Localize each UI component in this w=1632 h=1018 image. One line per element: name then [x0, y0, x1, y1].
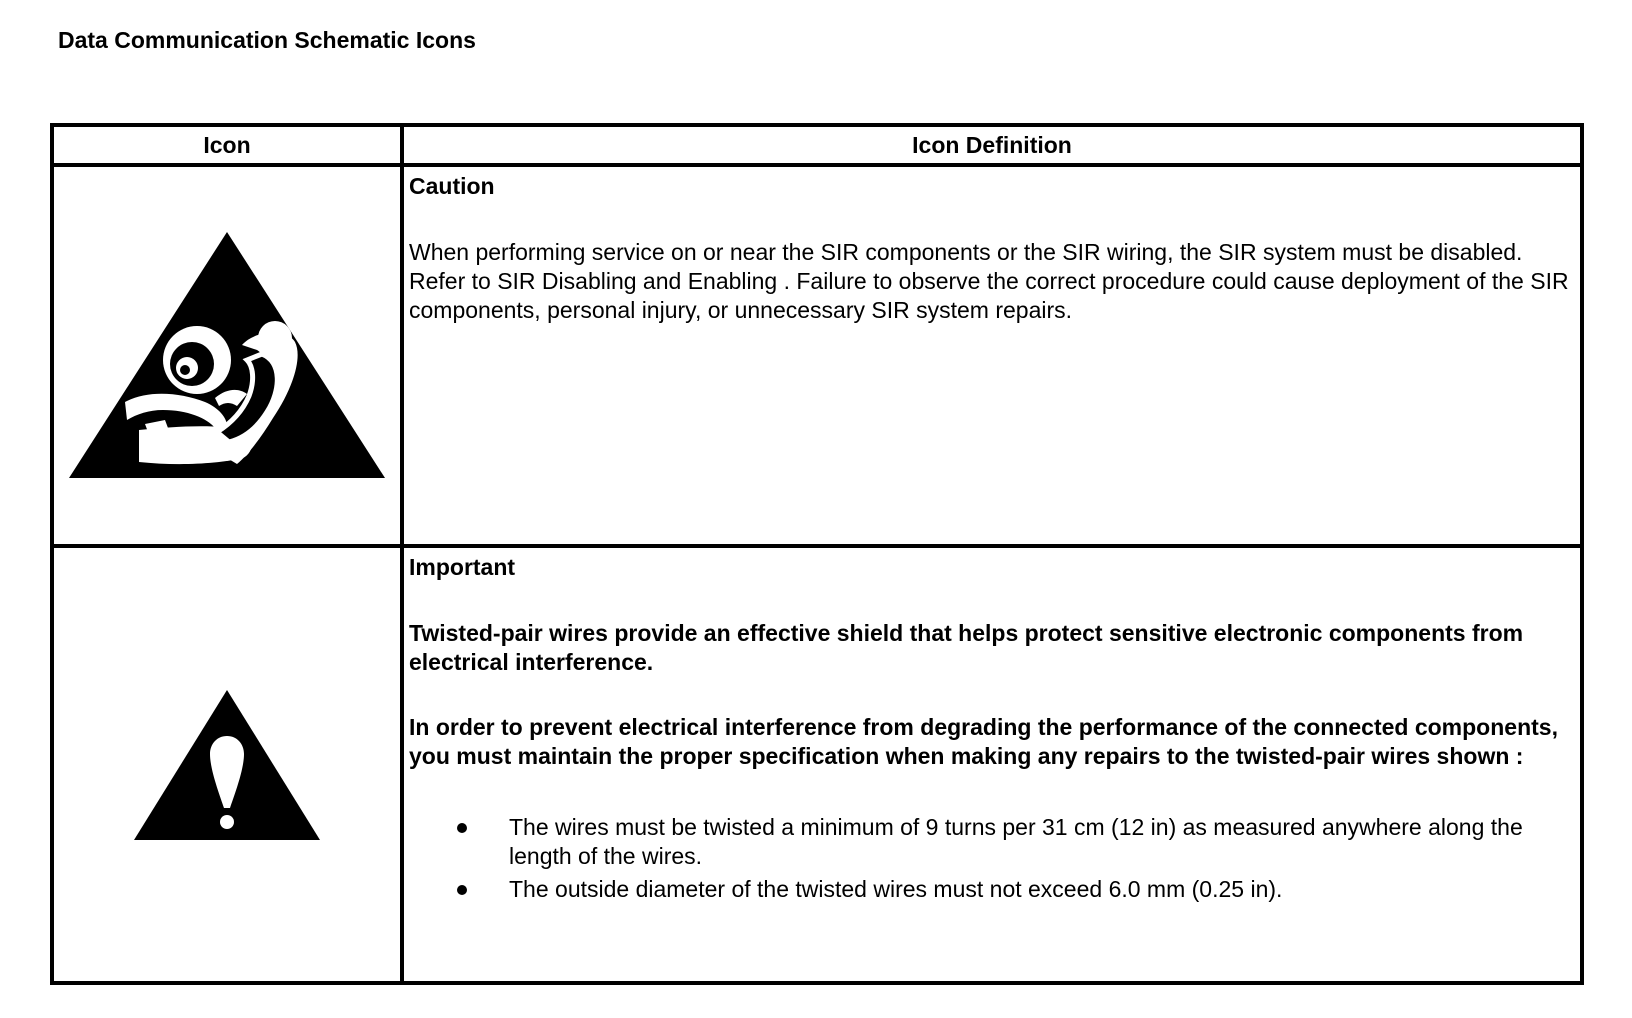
header-icon-definition: Icon Definition — [402, 125, 1582, 165]
icon-cell — [52, 165, 402, 546]
list-item-text: The wires must be twisted a minimum of 9 turns per 31 cm (12 in) as measured anywhere along the length of the wires. — [509, 814, 1523, 869]
table-row-caution — [52, 165, 1582, 546]
header-icon: Icon — [52, 125, 402, 165]
exclamation-warning-icon — [132, 756, 322, 773]
list-item — [409, 813, 1570, 871]
bullet-icon — [457, 885, 467, 895]
definition-cell — [402, 165, 1582, 546]
list-item — [409, 875, 1570, 904]
table-header-row — [52, 125, 1582, 165]
table-row-important — [52, 546, 1582, 983]
definition-heading: Caution — [409, 173, 495, 199]
definition-paragraph: In order to prevent electrical interference from degrading the performance of the connected components, you must maintain the proper specification when making any repairs to the twisted-pair wires shown : — [409, 714, 1558, 769]
icon-cell — [52, 546, 402, 983]
definition-paragraph: Twisted-pair wires provide an effective shield that helps protect sensitive electronic components from electrical interference. — [409, 620, 1524, 675]
definition-heading: Important — [409, 554, 516, 580]
definition-paragraph: When performing service on or near the SIR components or the SIR wiring, the SIR system must be disabled. Refer to SIR Disabling and Enabling . Failure to observe the correct procedure could cause deployment of the SIR components, personal injury, or unnecessary SIR system repairs. — [409, 239, 1569, 323]
page-title: Data Communication Schematic Icons — [58, 27, 476, 53]
icon-definition-table — [50, 123, 1584, 985]
specification-list — [409, 813, 1570, 904]
airbag-caution-icon — [67, 347, 387, 364]
definition-cell — [402, 546, 1582, 983]
list-item-text: The outside diameter of the twisted wires must not exceed 6.0 mm (0.25 in). — [509, 876, 1283, 902]
bullet-icon — [457, 823, 467, 833]
